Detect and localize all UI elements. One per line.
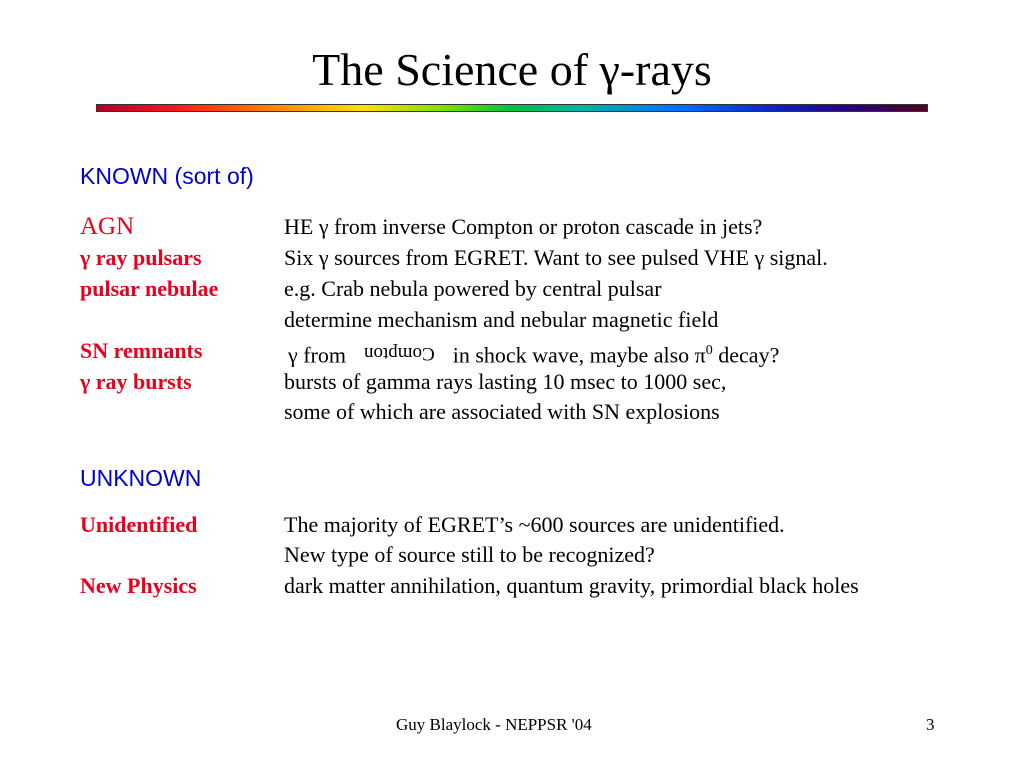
row-text: New type of source still to be recognized? [284,542,655,567]
row-text: some of which are associated with SN explosions [284,399,720,424]
unknown-row-new-physics [0,571,1024,601]
flipped-compton-text: Compton [364,343,435,365]
row-label: AGN [80,213,135,240]
unknown-heading: UNKNOWN [80,465,202,491]
text-part-b: in shock wave, maybe also π [452,342,706,368]
unknown-row-unidentified-cont [0,540,1024,570]
row-label: New Physics [80,573,197,598]
row-text: Six γ sources from EGRET. Want to see pulsed VHE γ signal. [284,245,828,270]
text-part-a: γ from [288,342,346,368]
text-part-c: decay? [712,342,780,368]
row-label: γ ray bursts [80,369,192,394]
known-row-bursts-cont [0,397,1024,427]
row-text: HE γ from inverse Compton or proton cascade in jets? [284,214,763,239]
known-row-nebulae-cont [0,305,1024,335]
row-label: pulsar nebulae [80,276,219,301]
row-text: e.g. Crab nebula powered by central pulsar [284,276,662,301]
row-text: dark matter annihilation, quantum gravity, primordial black holes [284,573,859,598]
row-text: The majority of EGRET’s ~600 sources are unidentified. [284,512,785,537]
slide-title: The Science of γ-rays [312,44,712,95]
row-label: SN remnants [80,338,203,363]
known-row-pulsars [0,243,1024,273]
known-row-nebulae [0,274,1024,304]
superscript-zero: 0 [705,343,713,358]
rainbow-divider [96,104,928,112]
row-label: γ ray pulsars [80,245,202,270]
known-heading: KNOWN (sort of) [80,163,254,189]
page-number: 3 [926,715,935,734]
known-row-bursts [0,367,1024,397]
row-label: Unidentified [80,512,198,537]
row-text: determine mechanism and nebular magnetic field [284,307,719,332]
unknown-row-unidentified [0,510,1024,540]
known-row-agn [0,212,1024,242]
known-row-snr [0,336,1024,366]
footer-text: Guy Blaylock - NEPPSR '04 [396,715,592,734]
row-text: bursts of gamma rays lasting 10 msec to 1000 sec, [284,369,727,394]
